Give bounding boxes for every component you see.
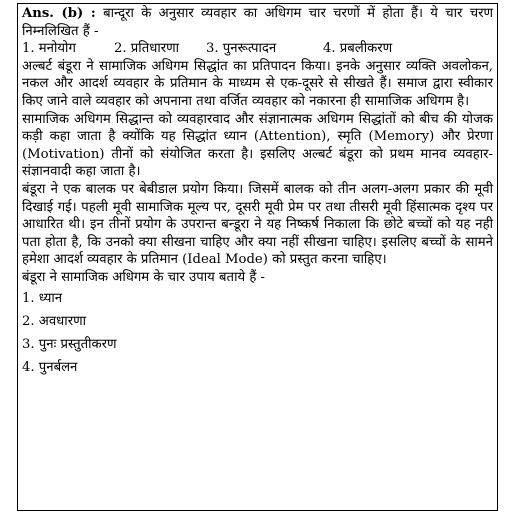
answer-intro-text: बान्दूरा के अनुसार व्यवहार का अधिगम चार चरणों में होता हैं। ये चार चरण निम्नलिखित हैं - <box>22 6 493 39</box>
measure-item: 1. ध्यान <box>22 290 63 306</box>
theory-paragraph: अल्बर्ट बंडूरा ने सामाजिक अधिगम सिद्धांत का प्रतिपादन किया। इनके अनुसार व्यक्ति अवलोकन, नकल और आदर्श व्यवहार के प्रतिमान के माध्यम से एक-दूसरे से सीखते हैं। समाज द्वारा स्वीकार किए जाने वाले व्यवहार को अपनाना तथा वर्जित व्यवहार को नकारना ही सामाजिक अधिगम है। <box>22 58 493 109</box>
answer-label: Ans. (b) : <box>22 6 96 21</box>
stage-item: 3. पुनरूत्पादन <box>206 41 277 57</box>
stage-item: 2. प्रतिधारणा <box>114 41 180 57</box>
stage-item: 4. प्रबलीकरण <box>323 41 393 57</box>
answer-intro-paragraph <box>22 5 493 40</box>
measure-item: 2. अवधारणा <box>22 313 87 329</box>
learning-stages-row <box>22 40 493 58</box>
measure-item: 4. पुनर्बलन <box>22 360 78 376</box>
measures-heading: बंडूरा ने सामाजिक अधिगम के चार उपाय बताये हैं - <box>22 269 265 285</box>
measures-list <box>22 287 493 380</box>
link-paragraph: सामाजिक अधिगम सिद्धान्त को व्यवहारवाद और संज्ञानात्मक अधिगम सिद्धांतों को बीच की योजक कड़ी कहा जाता है क्योंकि यह सिद्धांत ध्यान (Attention), स्मृति (Memory) और प्रेरणा (Motivation) तीनों को संयोजित करता है। इसलिए अल्बर्ट बंडूरा को प्रथम मानव व्यवहार-संज्ञानवादी कहा जाता है। <box>22 111 493 180</box>
stage-item: 1. मनोयोग <box>22 41 76 57</box>
answer-box <box>17 3 498 511</box>
measure-item: 3. पुनः प्रस्तुतीकरण <box>22 336 117 352</box>
experiment-paragraph: बंडूरा ने एक बालक पर बेबीडाल प्रयोग किया। जिसमें बालक को तीन अलग-अलग प्रकार की मूवी दिखाई गई। पहली मूवी सामाजिक मूल्य पर, दूसरी मूवी प्रेम पर तथा तीसरी मूवी हिंसात्मक दृश्य पर आधारित थी। इन तीनों प्रयोग के उपरान्त बन्डूरा ने यह निष्कर्ष निकाला कि छोटे बच्चों को यह नही पता होता है, कि उनको क्या सीखना चाहिए और क्या नहीं सीखना चाहिए। इसलिए बच्चों के सामने हमेशा आदर्श व्यवहार के प्रतिमान (Ideal Mode) को प्रस्तुत करना चाहिए। <box>22 181 493 268</box>
